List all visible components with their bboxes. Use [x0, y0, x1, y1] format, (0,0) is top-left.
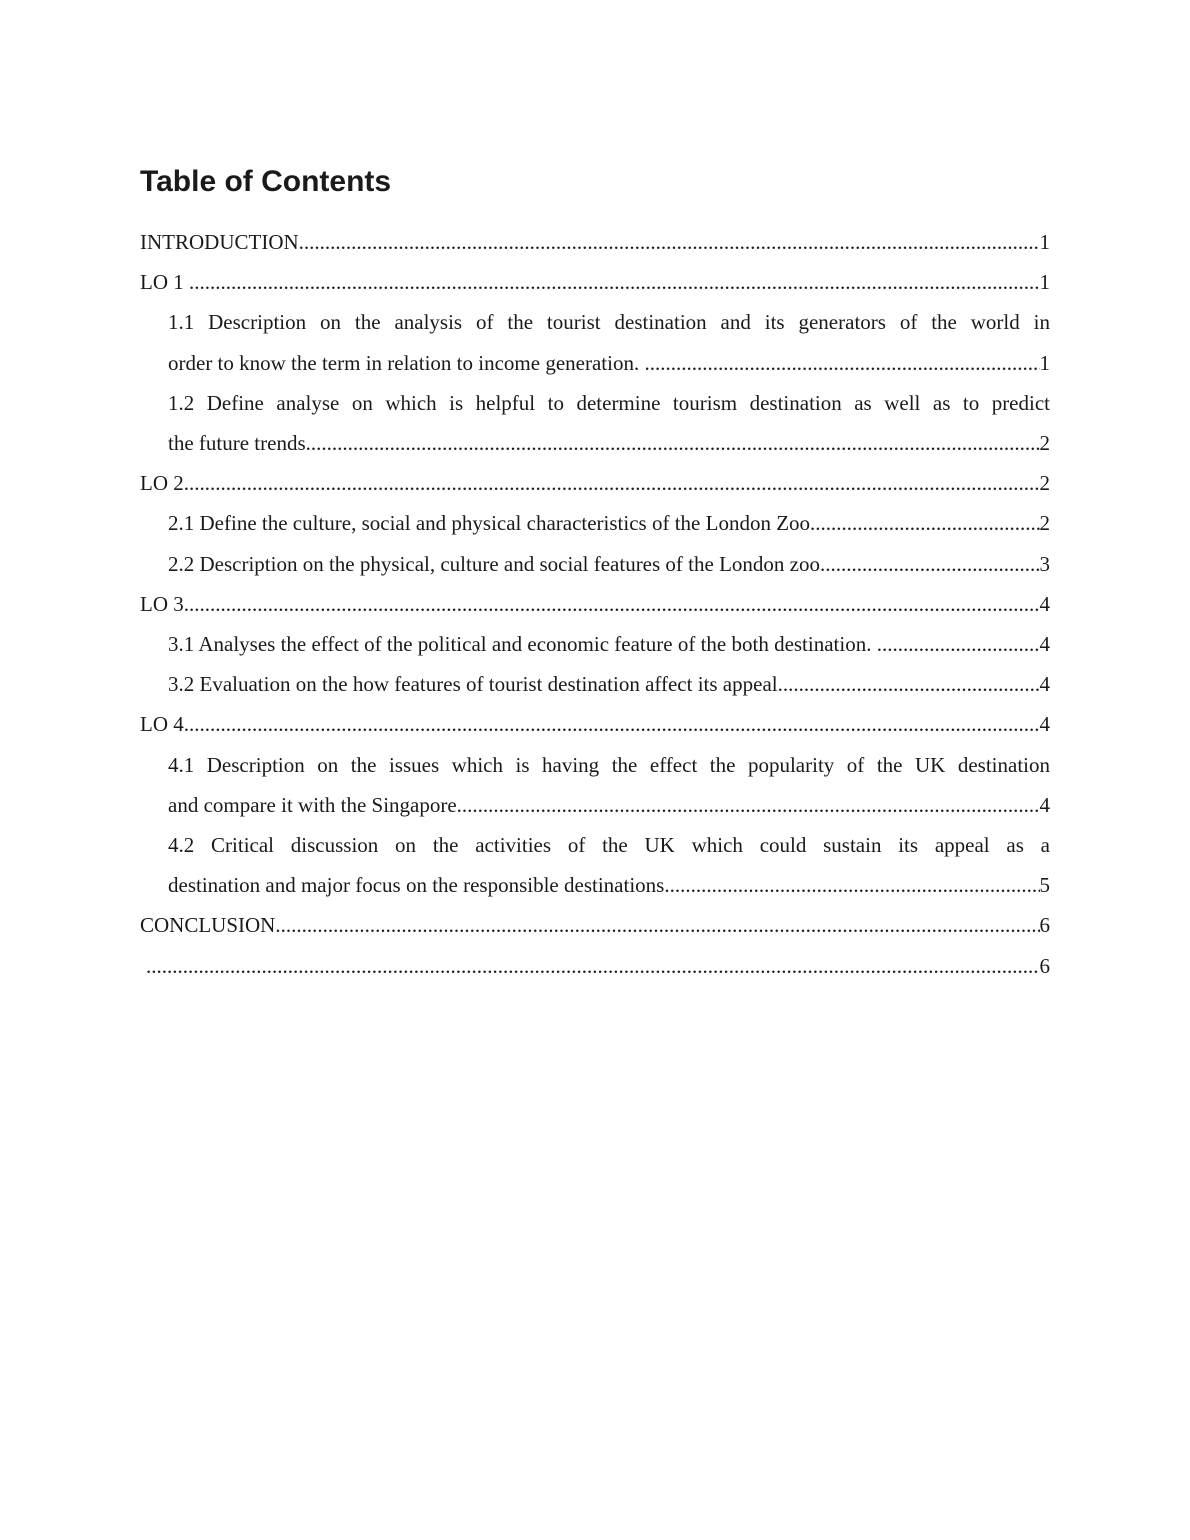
toc-page-number: 5	[1039, 873, 1050, 898]
toc-page-number: 2	[1039, 511, 1050, 536]
toc-entry-label: INTRODUCTION	[140, 230, 299, 254]
toc-entry-label: LO 4	[140, 712, 184, 737]
toc-entry-label: LO 2	[140, 471, 184, 496]
dot-leader	[184, 463, 1040, 503]
toc-page-number: 4	[1039, 632, 1050, 657]
toc-page-number: 2	[1039, 471, 1050, 496]
toc-entry-label: LO 3	[140, 591, 184, 616]
toc-entry-conclusion[interactable]	[140, 905, 1050, 945]
toc-entry-lo4[interactable]	[140, 704, 1050, 744]
toc-entry-label-line1: 4.2 Critical discussion on the activities of the UK which could sustain its appeal as a	[168, 833, 1050, 858]
toc-entry-2-1[interactable]	[140, 503, 1050, 543]
dot-leader	[184, 704, 1040, 744]
toc-entry-label: 2.1 Define the culture, social and physical characteristics of the London Zoo	[168, 511, 811, 536]
toc-entry-label: CONCLUSION	[140, 913, 276, 938]
toc-entry-introduction[interactable]	[140, 222, 1050, 262]
toc-entry-label-line2: and compare it with the Singapore	[168, 792, 457, 817]
toc-entry-label: 3.1 Analyses the effect of the political and economic feature of the both destination.	[168, 632, 877, 657]
table-of-contents	[140, 222, 1050, 986]
dot-leader	[184, 584, 1040, 624]
dot-leader	[146, 946, 1040, 986]
dot-leader	[664, 865, 1039, 905]
toc-page-number: 4	[1039, 712, 1050, 737]
toc-entry-lo1[interactable]	[140, 262, 1050, 302]
toc-entry-2-2[interactable]	[140, 544, 1050, 584]
toc-entry-3-2[interactable]	[140, 664, 1050, 704]
toc-entry-label-line1: 1.2 Define analyse on which is helpful to determine tourism destination as well as to predict	[168, 390, 1050, 415]
toc-page-number: 3	[1039, 551, 1050, 576]
toc-entry-label: 2.2 Description on the physical, culture and social features of the London zoo	[168, 551, 820, 576]
dot-leader	[778, 664, 1040, 704]
dot-leader	[820, 544, 1040, 584]
toc-entry-label-line1: 4.1 Description on the issues which is having the effect the popularity of the UK destination	[168, 752, 1050, 777]
dot-leader	[644, 343, 1039, 383]
toc-page-number: 6	[1039, 913, 1050, 938]
toc-page-number: 1	[1039, 230, 1050, 254]
dot-leader	[810, 503, 1039, 543]
dot-leader	[299, 222, 1040, 262]
toc-page-number: 1	[1039, 350, 1050, 375]
toc-page-number: 2	[1039, 431, 1050, 456]
toc-entry-4-2[interactable]	[140, 825, 1050, 905]
toc-title: Table of Contents	[140, 165, 392, 198]
dot-leader	[877, 624, 1040, 664]
toc-entry-label-line2: the future trends	[168, 431, 306, 456]
toc-entry-label-line2: destination and major focus on the responsible destinations	[168, 873, 665, 898]
toc-page-number: 4	[1039, 672, 1050, 697]
toc-entry-4-1[interactable]	[140, 745, 1050, 825]
toc-page-number: 4	[1039, 591, 1050, 616]
toc-entry-1-2[interactable]	[140, 383, 1050, 463]
toc-page-number: 4	[1039, 792, 1050, 817]
toc-entry-lo3[interactable]	[140, 584, 1050, 624]
dot-leader	[306, 423, 1040, 463]
toc-entry-1-1[interactable]	[140, 302, 1050, 382]
toc-entry-label: 3.2 Evaluation on the how features of tourist destination affect its appeal	[168, 672, 778, 697]
toc-entry-label-line2: order to know the term in relation to income generation.	[168, 350, 645, 375]
toc-entry-label-line1: 1.1 Description on the analysis of the tourist destination and its generators of the world in	[168, 310, 1050, 335]
dot-leader	[275, 905, 1039, 945]
dot-leader	[189, 262, 1040, 302]
toc-entry-lo2[interactable]	[140, 463, 1050, 503]
toc-entry-untitled[interactable]	[140, 946, 1050, 986]
toc-page-number: 6	[1039, 953, 1050, 978]
dot-leader	[457, 785, 1040, 825]
toc-entry-3-1[interactable]	[140, 624, 1050, 664]
toc-entry-label: LO 1	[140, 270, 189, 295]
toc-page-number: 1	[1039, 270, 1050, 295]
